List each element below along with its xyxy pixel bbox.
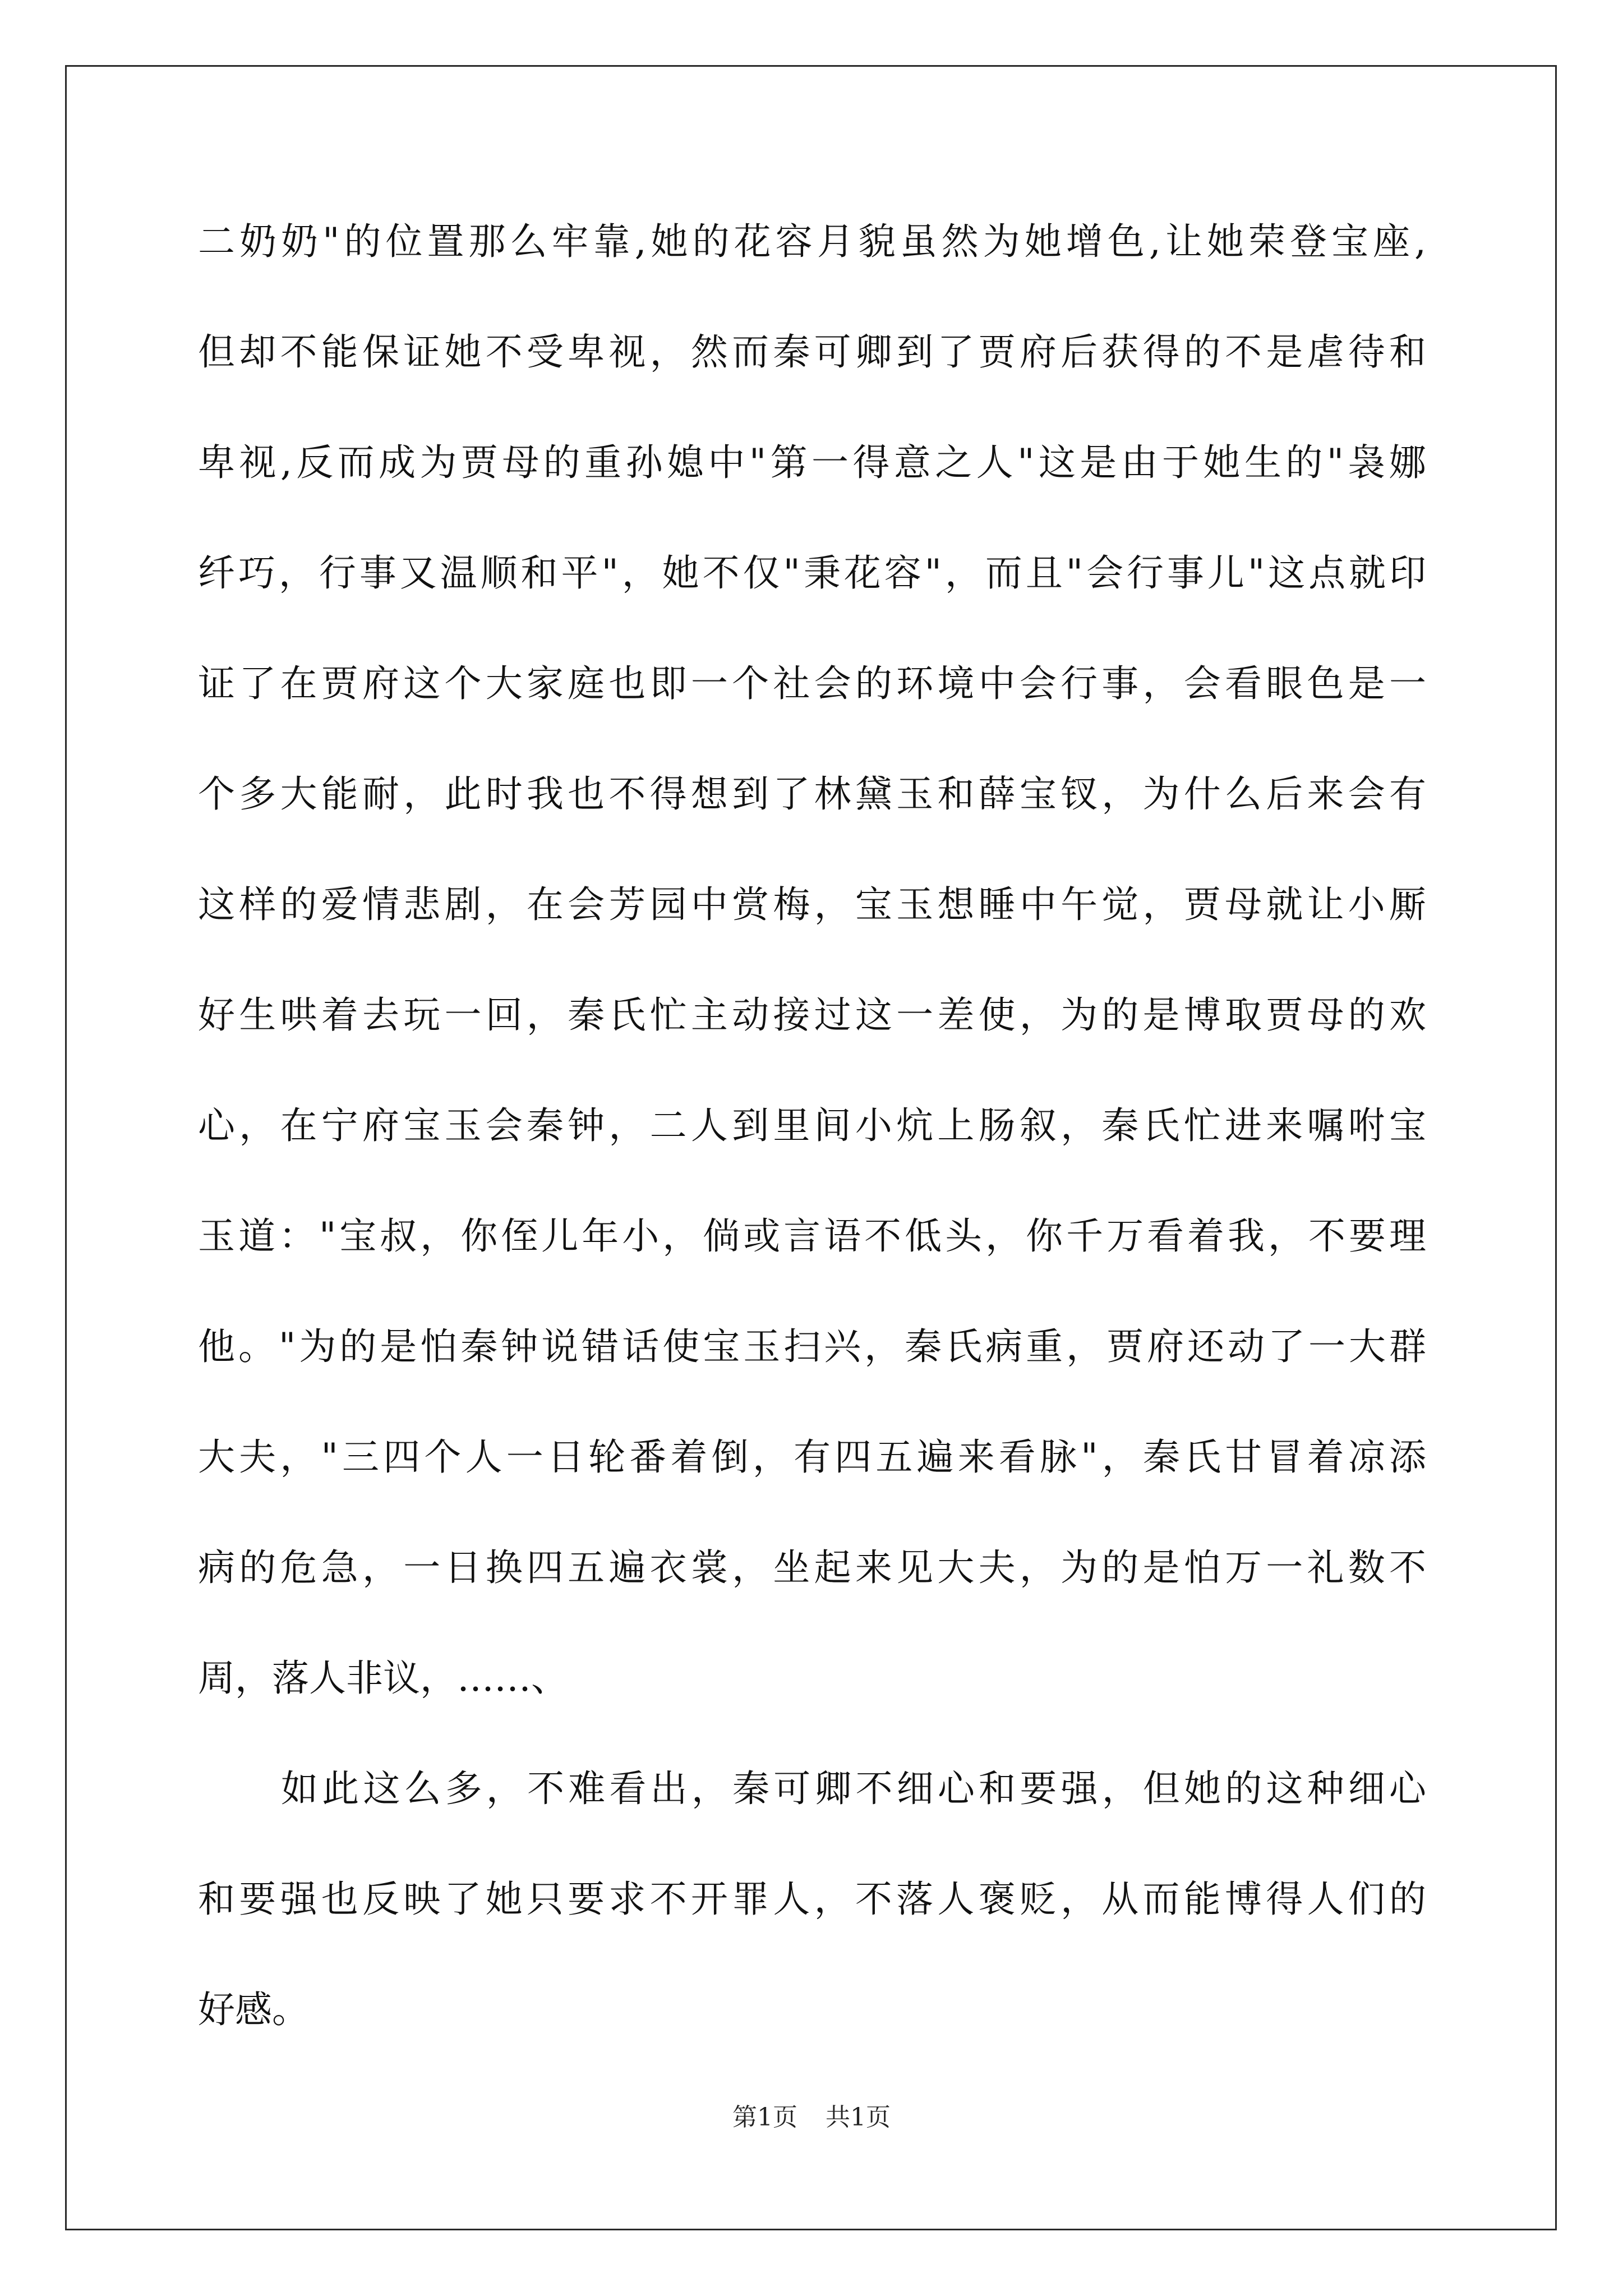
text-line: 卑视,反而成为贾母的重孙媳中"第一得意之人"这是由于她生的"袅娜 — [198, 441, 1426, 484]
text-line: 周，落人非议，……、 — [198, 1657, 568, 1700]
document-body — [198, 186, 1426, 2065]
text-line: 玉道："宝叔，你侄儿年小，倘或言语不低头，你千万看着我，不要理 — [198, 1214, 1426, 1258]
page-footer — [0, 2097, 1623, 2133]
text-line: 好生哄着去玩一回，秦氏忙主动接过这一差使，为的是博取贾母的欢 — [198, 993, 1426, 1037]
text-line: 心，在宁府宝玉会秦钟，二人到里间小炕上肠叙，秦氏忙进来嘱咐宝 — [198, 1104, 1426, 1147]
text-line: 纤巧，行事又温顺和平"，她不仅"秉花容"，而且"会行事儿"这点就印 — [198, 551, 1426, 595]
text-line: 二奶奶"的位置那么牢靠,她的花容月貌虽然为她增色,让她荣登宝座, — [198, 220, 1426, 263]
text-line: 证了在贾府这个大家庭也即一个社会的环境中会行事，会看眼色是一 — [198, 662, 1426, 705]
text-line: 如此这么多，不难看出，秦可卿不细心和要强，但她的这种细心 — [281, 1767, 1426, 1810]
page-number: 第1页 — [732, 2103, 797, 2132]
text-line: 这样的爱情悲剧，在会芳园中赏梅，宝玉想睡中午觉，贾母就让小厮 — [198, 883, 1426, 926]
text-line: 病的危急，一日换四五遍衣裳，坐起来见大夫，为的是怕万一礼数不 — [198, 1546, 1426, 1589]
text-line: 他。"为的是怕秦钟说错话使宝玉扫兴，秦氏病重，贾府还动了一大群 — [198, 1325, 1426, 1368]
text-line: 但却不能保证她不受卑视，然而秦可卿到了贾府后获得的不是虐待和 — [198, 330, 1426, 374]
text-line: 大夫，"三四个人一日轮番着倒，有四五遍来看脉"，秦氏甘冒着凉添 — [198, 1435, 1426, 1479]
text-line: 个多大能耐，此时我也不得想到了林黛玉和薛宝钗，为什么后来会有 — [198, 772, 1426, 816]
text-line: 好感。 — [198, 1988, 309, 2031]
text-line: 和要强也反映了她只要求不开罪人，不落人褒贬，从而能博得人们的 — [198, 1878, 1426, 1921]
page-total: 共1页 — [826, 2103, 891, 2132]
